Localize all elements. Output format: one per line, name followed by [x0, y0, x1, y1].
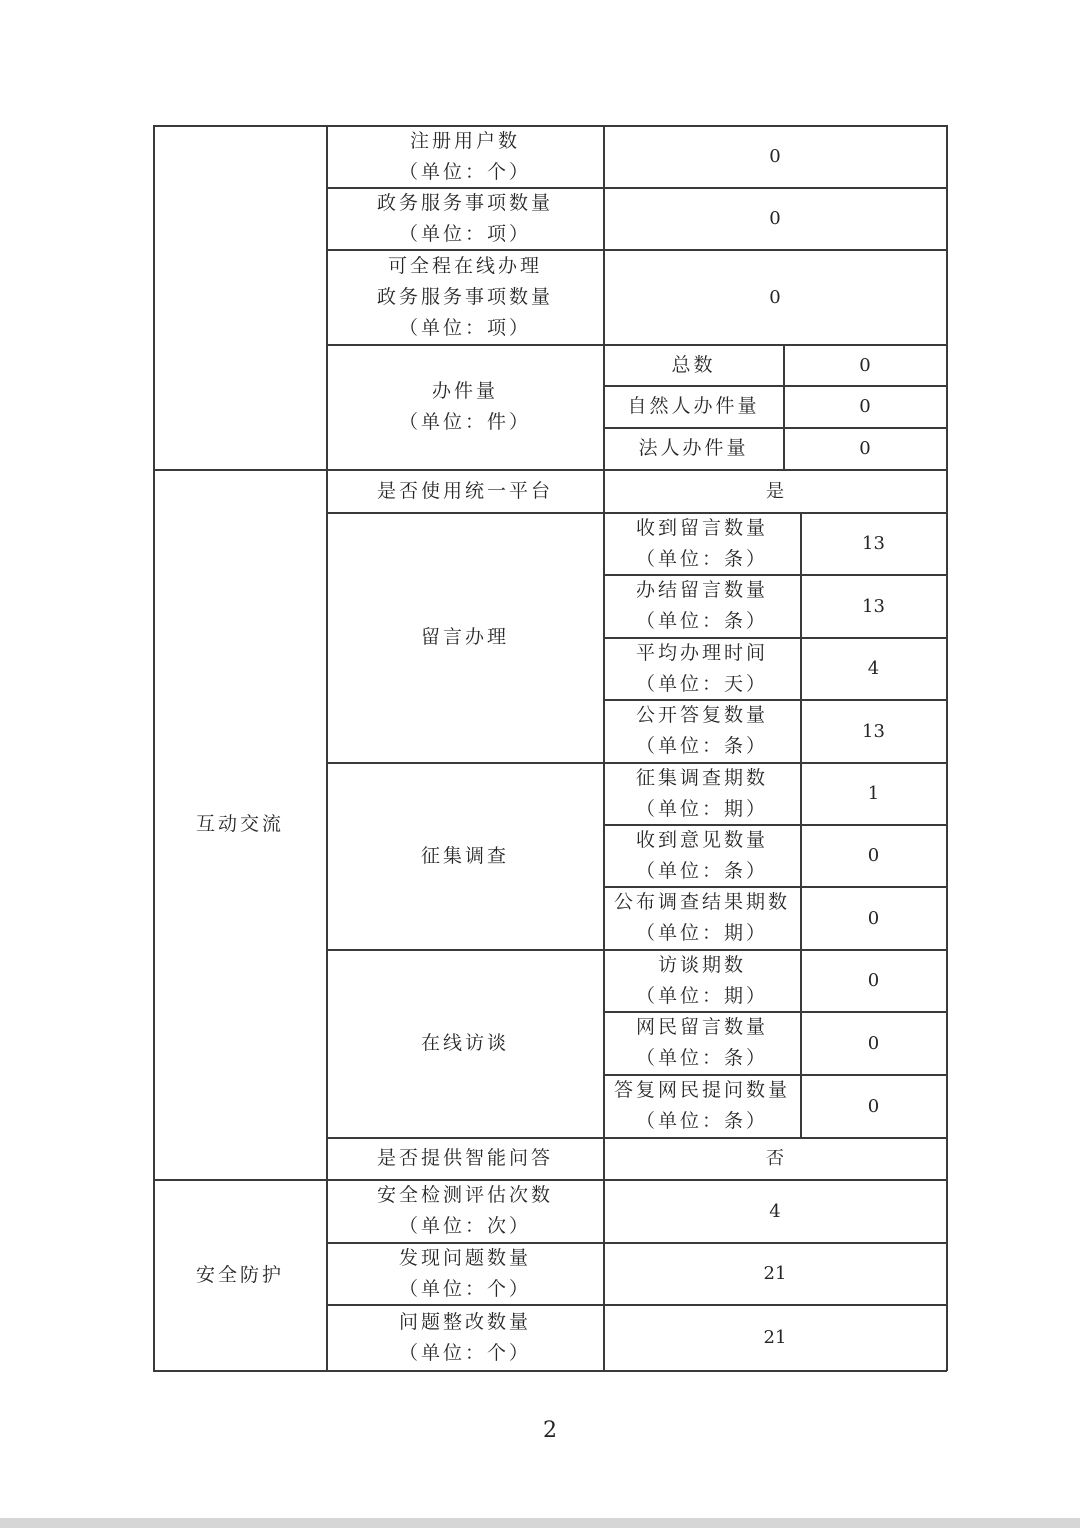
reg-users-label: 注册用户数 （单位：个） [398, 129, 531, 183]
interview-answers-value: 0 [867, 1095, 880, 1117]
messages-public-reply-label: 公开答复数量 （单位：条） [635, 704, 768, 757]
cases-legal-value: 0 [859, 438, 871, 459]
interview-netizen-msgs-value: 0 [867, 1032, 880, 1054]
messages-resolved-value: 13 [862, 595, 885, 617]
cases-legal-label: 法人办件量 [638, 437, 749, 459]
online-items-value: 0 [769, 286, 781, 308]
cases-total-value: 0 [859, 354, 871, 376]
cases-natural-label: 自然人办件量 [627, 395, 760, 417]
interaction-category: 互动交流 [195, 813, 284, 835]
smart-qa-value: 否 [766, 1148, 784, 1169]
survey-results-value: 0 [867, 907, 880, 929]
interview-periods-label: 访谈期数 （单位：期） [635, 953, 768, 1007]
messages-avg-time-value: 4 [867, 658, 880, 679]
messages-avg-time-label: 平均办理时间 （单位：天） [635, 641, 768, 695]
survey-opinions-value: 0 [867, 845, 880, 866]
issues-fixed-label: 问题整改数量 （单位：个） [398, 1310, 531, 1364]
interview-label: 在线访谈 [420, 1032, 509, 1054]
reg-users-value: 0 [769, 146, 781, 167]
assessments-label: 安全检测评估次数 （单位：次） [376, 1184, 553, 1237]
messages-resolved-label: 办结留言数量 （单位：条） [635, 579, 768, 632]
survey-results-label: 公布调查结果期数 （单位：期） [613, 891, 790, 944]
security-category: 安全防护 [195, 1263, 284, 1286]
interview-periods-value: 0 [867, 970, 880, 991]
messages-received-label: 收到留言数量 （单位：条） [635, 516, 768, 570]
survey-opinions-label: 收到意见数量 （单位：条） [635, 828, 768, 882]
issues-fixed-value: 21 [763, 1327, 787, 1348]
survey-periods-label: 征集调查期数 （单位：期） [635, 766, 768, 820]
survey-label: 征集调查 [420, 844, 509, 867]
service-items-value: 0 [769, 208, 781, 229]
issues-found-label: 发现问题数量 （单位：个） [398, 1246, 531, 1300]
bottom-edge-bar [0, 1518, 1080, 1528]
platform-label: 是否使用统一平台 [376, 479, 553, 502]
assessments-value: 4 [769, 1200, 781, 1222]
issues-found-value: 21 [763, 1263, 787, 1284]
messages-public-reply-value: 13 [862, 720, 885, 742]
survey-periods-value: 1 [867, 783, 880, 804]
smart-qa-label: 是否提供智能问答 [376, 1147, 553, 1169]
interview-netizen-msgs-label: 网民留言数量 （单位：条） [635, 1016, 768, 1069]
page-number: 2 [543, 1418, 557, 1443]
cases-natural-value: 0 [859, 396, 871, 417]
service-items-label: 政务服务事项数量 （单位：项） [376, 191, 553, 245]
cases-label: 办件量 （单位：件） [398, 380, 531, 433]
messages-received-value: 13 [862, 533, 885, 554]
platform-value: 是 [766, 480, 784, 502]
interview-answers-label: 答复网民提问数量 （单位：条） [613, 1079, 790, 1132]
cases-total-label: 总数 [671, 353, 716, 376]
messages-label: 留言办理 [420, 626, 509, 648]
online-items-label: 可全程在线办理 政务服务事项数量 （单位：项） [376, 254, 553, 339]
